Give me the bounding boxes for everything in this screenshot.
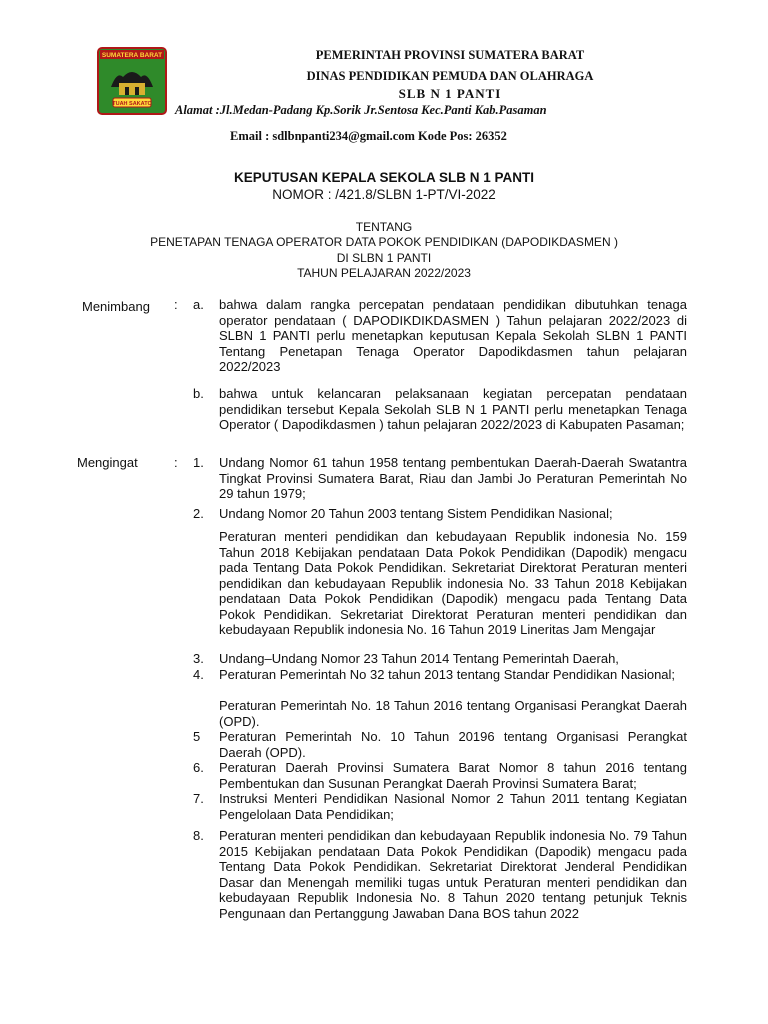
mengingat-item-3-text: Undang–Undang Nomor 23 Tahun 2014 Tentang Pemerintah Daerah, (219, 651, 619, 666)
letterhead-department: DINAS PENDIDIKAN PEMUDA DAN OLAHRAGA (306, 69, 594, 83)
menimbang-item-a-text: bahwa dalam rangka percepatan pendataan pendidikan dibutuhkan tenaga operator pendataan ( DAPODIKDIKDASMEN ) Tahun pelajaran 2022/2023 di SLBN 1 PANTI perlu menetapkan keputusan Kepala Sekolah SLBN 1 PANTI Tentang Penetapan Tenaga Operator Dapodikdasmen tahun pelajaran 2022/2023 (219, 297, 687, 374)
menimbang-item-b-marker: b. (193, 386, 204, 401)
menimbang-colon: : (174, 297, 178, 312)
mengingat-item-7-text: Instruksi Menteri Pendidikan Nasional Nomor 2 Tahun 2011 tentang Kegiatan Pengelolaan Data Pendidikan; (219, 791, 687, 822)
mengingat-item-4-continuation: Peraturan Pemerintah No. 18 Tahun 2016 tentang Organisasi Perangkat Daerah (OPD). (219, 698, 687, 729)
mengingat-item-6-text: Peraturan Daerah Provinsi Sumatera Barat Nomor 8 tahun 2016 tentang Pembentukan dan Susunan Perangkat Daerah Provinsi Sumatera Barat; (219, 760, 687, 791)
province-emblem-logo (97, 47, 167, 115)
menimbang-item-b-text: bahwa untuk kelancaran pelaksanaan kegiatan percepatan pendataan pendidikan tersebut Kepala Sekolah SLB N 1 PANTI perlu menetapkan Tenaga Operator ( Dapodikdasmen ) tahun pelajaran 2022/2023 di Kabupaten Pasaman; (219, 386, 687, 432)
decree-heading: KEPUTUSAN KEPALA SEKOLA SLB N 1 PANTI (233, 170, 535, 185)
logo-top-text: SUMATERA BARAT (101, 52, 163, 59)
letterhead-government: PEMERINTAH PROVINSI SUMATERA BARAT (315, 48, 585, 62)
decree-about: TENTANG (355, 220, 413, 234)
mengingat-label: Mengingat (77, 455, 138, 470)
mengingat-item-6-marker: 6. (193, 760, 204, 775)
logo-ribbon-text: TUAH SAKATO (112, 101, 152, 107)
mengingat-item-5-marker: 5 (193, 729, 201, 744)
decree-number: NOMOR : /421.8/SLBN 1-PT/VI-2022 (272, 187, 496, 202)
mengingat-item-2-marker: 2. (193, 506, 204, 521)
mengingat-item-2-text: Undang Nomor 20 Tahun 2003 tentang Sistem Pendidikan Nasional; (219, 506, 613, 521)
mengingat-item-3-marker: 3. (193, 651, 204, 666)
mengingat-item-7-marker: 7. (193, 791, 204, 806)
letterhead-school: SLB N 1 PANTI (398, 86, 502, 101)
mengingat-item-1-text: Undang Nomor 61 tahun 1958 tentang pembentukan Daerah-Daerah Swatantra Tingkat Provinsi Sumatera Barat, Riau dan Jambi Jo Peraturan Pemerintah No 29 tahun 1979; (219, 455, 687, 501)
mengingat-item-8-marker: 8. (193, 828, 204, 843)
decree-year: TAHUN PELAJARAN 2022/2023 (297, 266, 471, 280)
mengingat-item-1-marker: 1. (193, 455, 204, 470)
mengingat-item-4-marker: 4. (193, 667, 204, 682)
mengingat-item-4-text: Peraturan Pemerintah No 32 tahun 2013 tentang Standar Pendidikan Nasional; (219, 667, 676, 682)
decree-place: DI SLBN 1 PANTI (336, 251, 432, 265)
letterhead-email: Email : sdlbnpanti234@gmail.com Kode Pos: 26352 (230, 129, 507, 143)
mengingat-item-5-text: Peraturan Pemerintah No. 10 Tahun 20196 tentang Organisasi Perangkat Daerah (OPD). (219, 729, 687, 760)
menimbang-label: Menimbang (82, 299, 150, 314)
mengingat-item-2-continuation: Peraturan menteri pendidikan dan kebudayaan Republik indonesia No. 159 Tahun 2018 Kebijakan pendataan Data Pokok Pendidikan (Dapodik) mengacu pada Tentang Data Pokok Pendidikan. Sekretariat Direktorat Peraturan menteri pendidikan dan kebudayaan Republik indonesia No. 33 Tahun 2018 Kebijakan pendataan Data Pokok Pendidikan (Dapodik) mengacu pada Tentang Data Pokok Pendidikan. Sekretariat Direktorat Peraturan menteri pendidikan dan kebudayaan Republik indonesia No. 16 Tahun 2019 Lineritas Jam Mengajar (219, 529, 687, 637)
letterhead-address: Alamat :Jl.Medan-Padang Kp.Sorik Jr.Sentosa Kec.Panti Kab.Pasaman (175, 103, 547, 117)
mengingat-item-8-text: Peraturan menteri pendidikan dan kebudayaan Republik indonesia No. 79 Tahun 2015 Kebijakan pendataan Data Pokok Pendidikan (Dapodik) mengacu pada Tentang Data Pokok Pendidikan. Sekretariat Direktorat Jenderal Pendidikan Dasar dan Menengah memiliki tugas untuk Peraturan menteri pendidikan dan kebudayaan Republik Indonesia No. 8 Tahun 2020 tentang petunjuk Teknis Pengunaan dan Pertanggung Jawaban Dana BOS tahun 2022 (219, 828, 687, 921)
decree-subject: PENETAPAN TENAGA OPERATOR DATA POKOK PENDIDIKAN (DAPODIKDASMEN ) (150, 235, 618, 249)
mengingat-colon: : (174, 455, 178, 470)
menimbang-item-a-marker: a. (193, 297, 204, 312)
